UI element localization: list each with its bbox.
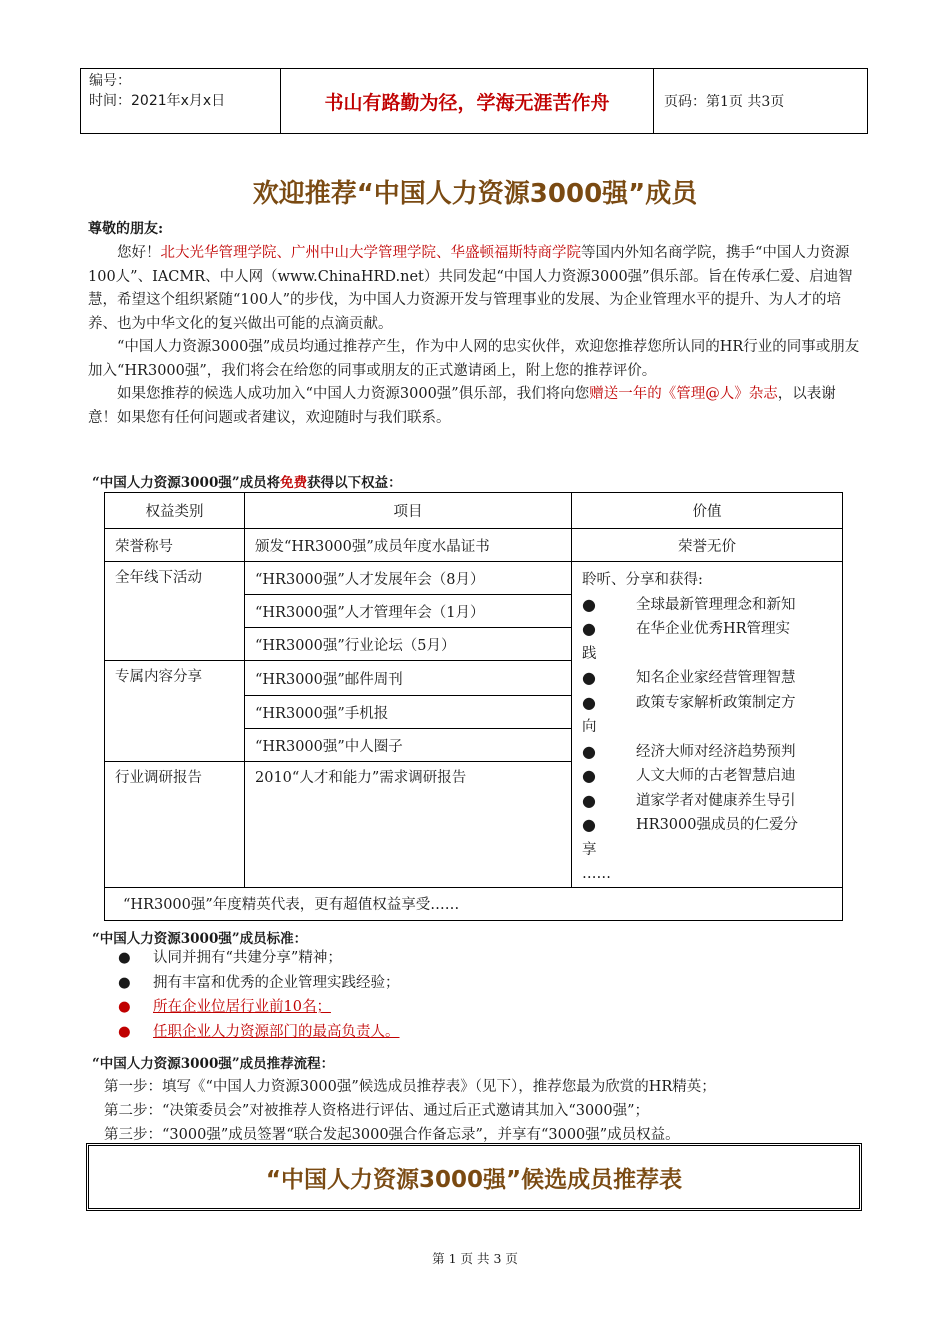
value-description-cell [572,562,843,888]
value-bullet [582,691,834,716]
category-cell: 专属内容分享 [105,661,245,762]
value-bullet-text: 道家学者对健康养生导引 [636,792,796,809]
intro-paragraphs [88,242,863,430]
value-ellipsis: …… [582,866,611,882]
category-cell: 行业调研报告 [105,762,245,887]
item-cell: “HR3000强”人才发展年会（8月） [245,562,572,595]
table-row [105,562,843,595]
bullet-icon: ● [582,766,596,785]
greeting: 尊敬的朋友: [88,221,164,237]
table-footer-cell: “HR3000强”年度精英代表，更有超值权益享受…… [105,887,843,920]
standard-text: 所在企业位居行业前10名； [153,999,331,1015]
item-cell: “HR3000强”手机报 [245,696,572,729]
category-cell: 全年线下活动 [105,562,245,661]
value-bullet-list [582,593,834,863]
number-label: 编号： [89,73,131,89]
value-bullet-wrap: 享 [582,841,597,858]
header-motto: 书山有路勤为径，学海无涯苦作舟 [281,69,654,133]
intro-body: 等国内外知名商学院，携手“中国人力资源100人”、IACMR、中人网（www.ChinaHRD.net）共同发起“中国人力资源3000强”俱乐部。旨在传承仁爱、启迪智慧，希望这个组织紧随“100人”的步伐，为中国人力资源开发与管理事业的发展、为企业管理水平的提升、为人才的培养、也为中华文化的复兴做出可能的点滴贡献。 [88,245,853,332]
benefits-heading-free: 免费 [280,475,308,491]
benefits-heading-b: 获得以下权益： [307,475,402,491]
item-cell: 颁发“HR3000强”成员年度水晶证书 [245,529,572,562]
intro-paragraph-3 [88,383,863,430]
value-bullet [582,740,834,765]
item-cell: “HR3000强”中人圈子 [245,729,572,762]
bullet-icon: ● [118,999,131,1015]
process-step: 第三步：“3000强”成员签署“联合发起3000强合作备忘录”，并享有“3000强”成员权益。 [104,1127,680,1143]
value-bullet [582,789,834,814]
intro-lead: 您好！ [117,245,161,261]
table-row [105,529,843,562]
bullet-icon: ● [582,668,596,687]
list-item [118,995,400,1020]
item-cell: “HR3000强”邮件周刊 [245,661,572,696]
form-title-text: “中国人力资源3000强”候选成员推荐表 [265,1166,683,1193]
value-bullet-text: 经济大师对经济趋势预判 [636,743,796,760]
value-intro: 聆听、分享和获得: [582,572,703,588]
value-bullet-text: 人文大师的古老智慧启迪 [636,768,796,784]
bullet-icon: ● [582,741,596,761]
column-header: 价值 [572,493,843,529]
bullet-icon: ● [582,619,596,638]
benefits-table [104,492,843,921]
standard-text: 认同并拥有“共建分享”精神； [153,950,342,966]
value-bullet-text: 全球最新管理理念和新知 [636,596,796,613]
document-title: 欢迎推荐“中国人力资源3000强”成员 [252,179,698,209]
intro-paragraph-1 [88,242,863,336]
table-header-row [105,493,843,529]
value-bullet [582,617,834,642]
value-bullet-text: 在华企业优秀HR管理实 [636,621,791,637]
list-item [118,1020,400,1045]
page-footer: 第 1 页 共 3 页 [432,1251,518,1266]
header-box [80,68,868,134]
standard-text: 拥有丰富和优秀的企业管理实践经验； [153,974,400,991]
item-cell: “HR3000强”行业论坛（5月） [245,628,572,661]
list-item [118,971,400,996]
standards-list [118,946,400,1044]
benefits-heading [92,471,402,491]
process-heading: “中国人力资源3000强”成员推荐流程： [92,1056,335,1072]
header-page-info: 页码：第1页 共3页 [664,94,785,110]
process-step: 第一步：填写《“中国人力资源3000强”候选成员推荐表》（见下），推荐您最为欣赏的HR精英； [104,1079,716,1095]
bullet-icon: ● [118,974,131,991]
value-bullet [582,813,834,838]
bullet-icon: ● [582,692,596,712]
list-item [118,946,400,971]
header-meta [81,69,281,133]
value-bullet [582,666,834,691]
item-cell: “HR3000强”人才管理年会（1月） [245,595,572,628]
column-header: 项目 [245,493,572,529]
value-bullet [582,764,834,789]
value-bullet-wrap: 践 [582,645,597,662]
value-bullet [582,593,834,618]
intro-schools: 北大光华管理学院、广州中山大学管理学院、华盛顿福斯特商学院 [160,245,581,261]
gift-lead: 如果您推荐的候选人成功加入“中国人力资源3000强”俱乐部，我们将向您 [117,386,590,402]
standard-text: 任职企业人力资源部门的最高负责人。 [153,1023,400,1040]
table-row [105,887,843,920]
date-label: 时间：2021年x月x日 [89,93,226,109]
bullet-icon: ● [582,790,596,810]
value-bullet-text: HR3000强成员的仁爱分 [636,817,798,833]
value-bullet-text: 政策专家解析政策制定方 [636,694,796,711]
value-bullet-wrap: 向 [582,719,597,735]
intro-paragraph-2: “中国人力资源3000强”成员均通过推荐产生，作为中人网的忠实伙伴，欢迎您推荐您所认同的HR行业的同事或朋友加入“HR3000强”，我们将会在给您的同事或朋友的正式邀请函上，附上您的推荐评价。 [88,339,860,379]
bullet-icon: ● [118,950,131,966]
bullet-icon: ● [582,815,596,834]
process-step: 第二步：“决策委员会”对被推荐人资格进行评估、通过后正式邀请其加入“3000强”； [104,1103,650,1119]
category-cell: 荣誉称号 [105,529,245,562]
standards-heading: “中国人力资源3000强”成员标准： [92,931,308,947]
benefits-heading-a: “中国人力资源3000强”成员将 [92,475,281,491]
bullet-icon: ● [582,594,596,614]
recommendation-form-title [86,1143,862,1211]
gift-highlight: 赠送一年的《管理@人》杂志 [589,386,778,402]
gift-rest: ，以表谢意！如果您有任何问题或者建议，欢迎随时与我们联系。 [88,386,836,426]
value-bullet-text: 知名企业家经营管理智慧 [636,670,796,686]
process-steps [104,1075,716,1147]
column-header: 权益类别 [105,493,245,529]
bullet-icon: ● [118,1023,131,1040]
value-cell: 荣誉无价 [572,529,843,562]
item-cell: 2010“人才和能力”需求调研报告 [245,762,572,887]
